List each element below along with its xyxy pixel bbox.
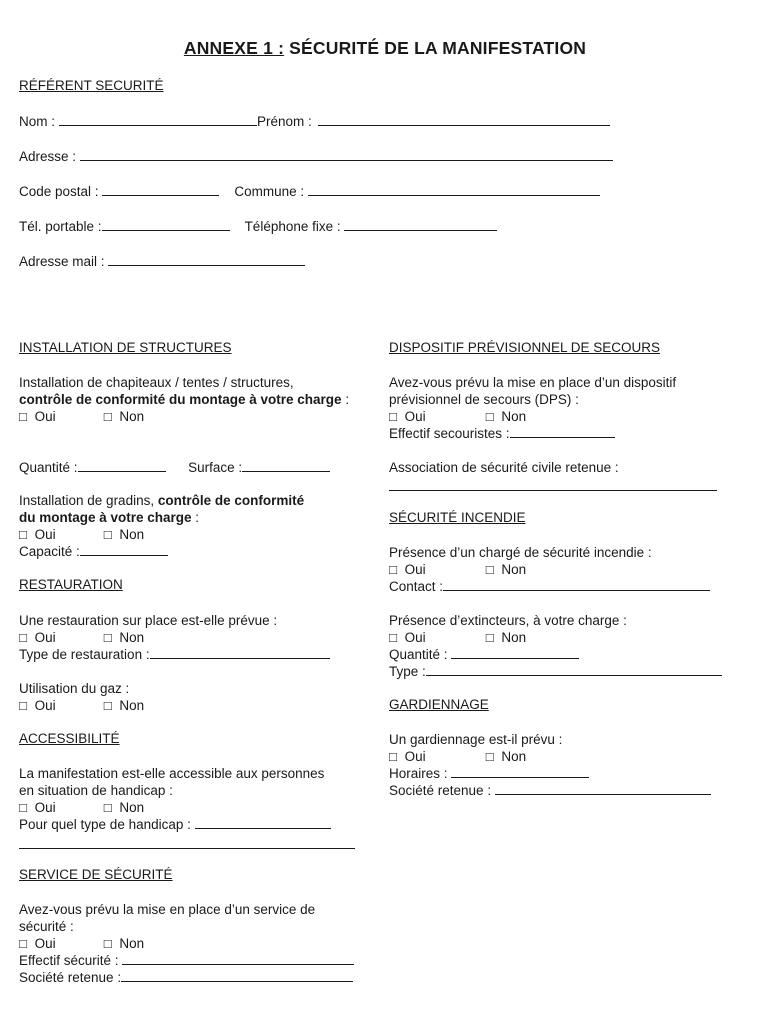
installation-q2: Installation de gradins, contrôle de conformité du montage à votre charge : □ Oui □ Non Capacité : <box>19 492 364 560</box>
dps-non[interactable]: □ Non <box>485 409 527 424</box>
restauration-q1-oui[interactable]: □ Oui <box>19 630 56 645</box>
accessibilite-heading: ACCESSIBILITÉ <box>19 731 120 746</box>
installation-heading: INSTALLATION DE STRUCTURES <box>19 340 232 355</box>
handicap-extra-line[interactable] <box>19 848 355 849</box>
mail-row: Adresse mail : <box>19 253 305 270</box>
extincteurs-non[interactable]: □ Non <box>485 630 527 645</box>
service-securite-checkboxes <box>19 935 369 952</box>
accessibilite-oui[interactable]: □ Oui <box>19 800 56 815</box>
gardiennage-heading: GARDIENNAGE <box>389 697 489 712</box>
quantite-surface-row: Quantité : Surface : <box>19 459 330 476</box>
gardiennage-checkboxes <box>389 748 759 765</box>
incendie-q1-checkboxes <box>389 561 749 578</box>
dps-checkboxes <box>389 408 749 425</box>
installation-q1-checkboxes <box>19 408 364 425</box>
restauration-q1: Une restauration sur place est-elle prévue : □ Oui □ Non Type de restauration : <box>19 612 364 663</box>
gardiennage-non[interactable]: □ Non <box>485 749 527 764</box>
restauration-q1-non[interactable]: □ Non <box>103 630 145 645</box>
gaz-non[interactable]: □ Non <box>103 698 145 713</box>
association-field[interactable] <box>389 490 717 491</box>
nom-field[interactable] <box>59 113 257 126</box>
extincteurs-type-field[interactable] <box>426 663 722 676</box>
accessibilite-checkboxes <box>19 799 369 816</box>
installation-q1: Installation de chapiteaux / tentes / structures, contrôle de conformité du montage à votre charge : □ Oui □ Non <box>19 374 364 425</box>
gaz-oui[interactable]: □ Oui <box>19 698 56 713</box>
dps-heading: DISPOSITIF PRÉVISIONNEL DE SECOURS <box>389 340 661 355</box>
installation-q2-checkboxes <box>19 526 364 543</box>
installation-surface-field[interactable] <box>242 459 330 472</box>
extincteurs-quantite-field[interactable] <box>451 646 579 659</box>
contact-field[interactable] <box>443 578 710 591</box>
tel-row: Tél. portable : Téléphone fixe : <box>19 218 497 235</box>
type-handicap-field[interactable] <box>195 816 331 829</box>
horaires-field[interactable] <box>451 765 589 778</box>
effectif-secouristes-field[interactable] <box>510 425 615 438</box>
adresse-field[interactable] <box>80 148 613 161</box>
adresse-row: Adresse : <box>19 148 613 165</box>
installation-q2-non[interactable]: □ Non <box>103 527 145 542</box>
restauration-heading: RESTAURATION <box>19 577 123 592</box>
service-securite-non[interactable]: □ Non <box>103 936 145 951</box>
type-restauration-field[interactable] <box>150 646 330 659</box>
tel-portable-field[interactable] <box>102 218 230 231</box>
restauration-q2-checkboxes <box>19 697 364 714</box>
societe-securite-field[interactable] <box>121 969 353 982</box>
charge-incendie-non[interactable]: □ Non <box>485 562 527 577</box>
tel-fixe-field[interactable] <box>344 218 497 231</box>
code-postal-field[interactable] <box>102 183 219 196</box>
societe-gardiennage-field[interactable] <box>495 782 711 795</box>
service-securite-q: Avez-vous prévu la mise en place d’un service de sécurité : □ Oui □ Non Effectif sécurité : Société retenue : <box>19 901 369 986</box>
extincteurs-oui[interactable]: □ Oui <box>389 630 426 645</box>
incendie-q2-checkboxes <box>389 629 749 646</box>
incendie-q1: Présence d’un chargé de sécurité incendie : □ Oui □ Non Contact : <box>389 544 749 595</box>
service-securite-oui[interactable]: □ Oui <box>19 936 56 951</box>
service-securite-heading: SERVICE DE SÉCURITÉ <box>19 867 173 882</box>
association-label: Association de sécurité civile retenue : <box>389 460 619 475</box>
restauration-q2: Utilisation du gaz : □ Oui □ Non <box>19 680 364 714</box>
effectif-securite-field[interactable] <box>122 952 354 965</box>
dps-q: Avez-vous prévu la mise en place d’un dispositif prévisionnel de secours (DPS) : □ Oui □ Non Effectif secouristes : <box>389 374 749 442</box>
cp-commune-row: Code postal : Commune : <box>19 183 600 200</box>
restauration-q1-checkboxes <box>19 629 364 646</box>
adresse-mail-field[interactable] <box>108 253 305 266</box>
referent-heading: RÉFÉRENT SECURITÉ <box>19 78 164 93</box>
gardiennage-oui[interactable]: □ Oui <box>389 749 426 764</box>
prenom-field[interactable] <box>318 113 610 126</box>
nom-prenom-row: Nom : Prénom : <box>19 113 610 130</box>
capacite-field[interactable] <box>80 543 168 556</box>
installation-q1-non[interactable]: □ Non <box>103 409 145 424</box>
installation-quantite-field[interactable] <box>78 459 166 472</box>
page-title: ANNEXE 1 : SÉCURITÉ DE LA MANIFESTATION <box>183 38 587 58</box>
incendie-q2: Présence d’extincteurs, à votre charge : □ Oui □ Non Quantité : Type : <box>389 612 749 680</box>
dps-oui[interactable]: □ Oui <box>389 409 426 424</box>
installation-q2-oui[interactable]: □ Oui <box>19 527 56 542</box>
accessibilite-q1: La manifestation est-elle accessible aux personnes en situation de handicap : □ Oui □ Non Pour quel type de handicap : <box>19 765 369 833</box>
gardiennage-q: Un gardiennage est-il prévu : □ Oui □ Non Horaires : Société retenue : <box>389 731 759 799</box>
accessibilite-non[interactable]: □ Non <box>103 800 145 815</box>
incendie-heading: SÉCURITÉ INCENDIE <box>389 510 526 525</box>
commune-field[interactable] <box>308 183 600 196</box>
charge-incendie-oui[interactable]: □ Oui <box>389 562 426 577</box>
installation-q1-oui[interactable]: □ Oui <box>19 409 56 424</box>
